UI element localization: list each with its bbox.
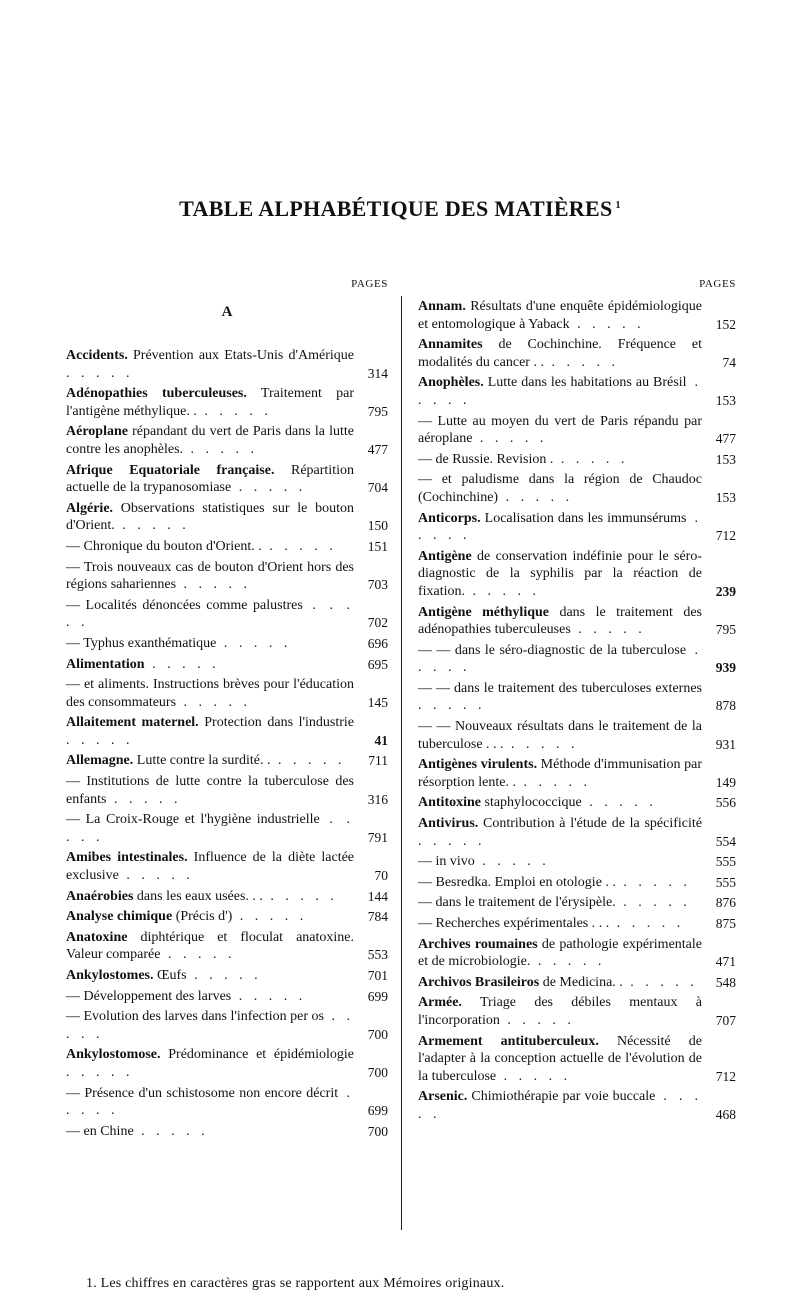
index-entry (418, 974, 736, 992)
entry-heading: Allaitement maternel. (66, 715, 199, 731)
index-entry (418, 794, 736, 812)
entry-page-number: 149 (715, 774, 736, 790)
leader-dots: . . . . . (66, 812, 354, 845)
leader-dots: . . . . . (418, 375, 703, 408)
entry-page-number: 153 (715, 489, 736, 505)
entry-text: — — dans le séro-diagnostic de la tuberculose (418, 642, 687, 658)
entry-text: — — Nouveaux résultats dans le traitement de la tuberculose . . . (418, 719, 702, 752)
entry-text: répandant du vert de Paris dans la lutte contre les anophèles. (66, 424, 354, 457)
index-entry (418, 994, 736, 1029)
leader-dots: . . . . . (144, 656, 220, 672)
entry-page-number: 468 (715, 1106, 736, 1122)
index-entry (66, 597, 388, 632)
entry-text: Prédominance et épidémiologie (160, 1047, 354, 1063)
pages-header-left: PAGES (351, 278, 388, 290)
index-entry (66, 1123, 388, 1141)
entry-page-number: 712 (715, 1068, 736, 1084)
entry-heading: Archives roumaines (418, 936, 538, 952)
index-entry (66, 676, 388, 711)
entry-text: — Développement des larves (66, 988, 232, 1004)
entry-text: — et aliments. Instructions brèves pour l'éducation des consommateurs (66, 677, 354, 710)
leader-dots: . . . . . (474, 854, 550, 870)
entry-text: Observations statistiques sur le bouton d'Orient. (66, 500, 354, 534)
entry-page-number: 711 (368, 753, 388, 769)
leader-dots: . . . . . (569, 316, 645, 332)
entry-text: (Précis d') (172, 909, 233, 925)
entry-heading: Anatoxine (66, 929, 128, 945)
leader-dots: . . . . . (66, 365, 134, 381)
entry-page-number: 153 (715, 392, 736, 408)
entry-page-number: 699 (367, 1103, 388, 1119)
entry-page-number: 555 (715, 874, 736, 890)
index-column-right (418, 278, 736, 1127)
entry-text: de conservation indéfinie pour le séro-diagnostic de la syphilis par la réaction de fixation. (418, 548, 702, 599)
entry-text: de Medicina. . (539, 974, 623, 990)
entry-heading: Antigène méthylique (418, 604, 550, 620)
index-entry (66, 462, 388, 497)
index-entry (418, 756, 736, 791)
leader-dots: . . . . . (183, 441, 259, 457)
entry-page-number: 878 (715, 698, 736, 714)
entry-heading: Ankylostomes. (66, 968, 154, 983)
entry-page-number: 695 (367, 656, 388, 672)
leader-dots: . . . . . (515, 774, 591, 790)
entry-list-right (418, 298, 736, 1124)
entry-heading: Antivirus. (418, 816, 479, 832)
leader-dots: . . . . . (543, 354, 619, 370)
leader-dots: . . . . . (66, 732, 134, 748)
index-entry (418, 374, 736, 409)
leader-dots: . . . . . (270, 753, 346, 769)
entry-page-number: 314 (367, 365, 388, 381)
entry-page-number: 707 (715, 1012, 736, 1028)
title-footnote-marker: 1 (615, 199, 621, 211)
leader-dots: . . . . . (553, 451, 629, 467)
entry-heading: Anophèles. (418, 375, 484, 391)
entry-heading: Aéroplane (66, 424, 128, 440)
index-entry (66, 500, 388, 535)
entry-text: Localisation dans les immunsérums (480, 510, 687, 526)
entry-text: Méthode d'immunisation par résorption lente. . (418, 757, 703, 790)
index-entry (66, 888, 388, 906)
entry-page-number: 548 (715, 974, 736, 990)
leader-dots: . . . . . (418, 510, 703, 544)
entry-page-number: 74 (722, 354, 736, 370)
leader-dots: . . . . . (261, 538, 337, 554)
index-entry (418, 874, 736, 892)
entry-heading: Ankylostomose. (66, 1047, 161, 1063)
entry-page-number: 700 (367, 1026, 388, 1042)
index-entry (418, 815, 736, 850)
entry-page-number: 696 (367, 635, 388, 651)
leader-dots: . . . . . (66, 1064, 134, 1080)
entry-page-number: 703 (367, 577, 388, 593)
entry-text: Contribution à l'étude de la spécificité (478, 816, 702, 832)
index-column-left (66, 278, 388, 1143)
leader-dots: . . . . . (570, 622, 646, 638)
column-divider (401, 296, 402, 1230)
index-entry (66, 1008, 388, 1043)
index-entry (66, 752, 388, 770)
entry-text: — Recherches expérimentales . . . (418, 916, 610, 931)
index-entry (66, 1046, 388, 1081)
entry-text: Répartition actuelle de la trypanosomiase (66, 462, 354, 496)
entry-heading: Alimentation (66, 656, 145, 672)
entry-heading: Algérie. (66, 500, 114, 516)
index-entry (418, 451, 736, 469)
entry-text: Prévention aux Etats-Unis d'Amérique (127, 348, 354, 363)
leader-dots: . . . . . (581, 795, 657, 811)
index-entry (418, 680, 736, 715)
entry-text: — et paludisme dans la région de Chaudoc (Cochinchine) (418, 472, 702, 505)
leader-dots: . . . . . (615, 895, 691, 911)
entry-heading: Anaérobies (66, 888, 134, 904)
leader-dots: . . . . . (472, 431, 548, 447)
leader-dots: . . . . . (106, 791, 182, 807)
entry-page-number: 239 (715, 583, 736, 599)
index-entry (418, 642, 736, 677)
entry-text: Lutte contre la surdité. . (133, 753, 271, 769)
entry-heading: Allemagne. (66, 753, 134, 769)
page-title (0, 196, 800, 222)
leader-dots: . . . . . (66, 597, 355, 631)
section-letter: A (221, 304, 233, 320)
index-entry (418, 336, 736, 371)
entry-page-number: 554 (715, 833, 736, 849)
entry-text: — en Chine (66, 1123, 134, 1139)
entry-heading: Armée. (418, 995, 462, 1011)
leader-dots: . . . . . (232, 909, 308, 925)
entry-page-number: 876 (715, 895, 736, 911)
index-entry (66, 773, 388, 808)
entry-text: Résultats d'une enquête épidémiologique et entomologique à Yaback (418, 299, 702, 332)
entry-heading: Accidents. (66, 348, 128, 363)
entry-page-number: 712 (715, 528, 736, 544)
entry-text: — Lutte au moyen du vert de Paris répandu par aéroplane (418, 413, 702, 447)
entry-heading: Amibes intestinales. (66, 850, 188, 866)
entry-page-number: 875 (715, 916, 736, 931)
index-entry (66, 988, 388, 1006)
entry-text: Lutte dans les habitations au Brésil (483, 375, 687, 391)
entry-page-number: 702 (367, 615, 388, 631)
leader-dots: . . . . . (160, 947, 236, 963)
entry-page-number: 784 (367, 909, 388, 925)
entry-text: diphtérique et floculat anatoxine. Valeur comparée (66, 929, 354, 963)
index-entry (66, 656, 388, 674)
entry-heading: Anticorps. (418, 510, 481, 526)
entry-page-number: 477 (367, 441, 388, 457)
entry-page-number: 795 (367, 403, 388, 419)
index-entry (418, 298, 736, 333)
entry-page-number: 477 (715, 431, 736, 447)
entry-page-number: 316 (367, 791, 388, 807)
footnote: 1. Les chiffres en caractères gras se rapportent aux Mémoires originaux. (86, 1276, 505, 1291)
entry-text: Influence de la diète lactée exclusive (66, 850, 355, 884)
entry-text: — Evolution des larves dans l'infection per os (66, 1009, 324, 1025)
leader-dots: . . . . . (118, 868, 194, 884)
entry-heading: Analyse chimique (66, 909, 173, 925)
index-entry (66, 538, 388, 556)
leader-dots: . . . . . (231, 480, 307, 496)
leader-dots: . . . . . (66, 1009, 355, 1042)
index-entry (66, 967, 388, 985)
index-entry (418, 853, 736, 871)
entry-page-number: 700 (367, 1123, 388, 1139)
entry-text: staphylococcique (481, 795, 582, 811)
index-entry (66, 811, 388, 846)
entry-heading: Arsenic. (418, 1089, 468, 1105)
entry-page-number: 150 (367, 518, 388, 534)
entry-page-number: 931 (715, 736, 736, 752)
entry-page-number: 41 (374, 732, 388, 748)
leader-dots: . . . . . (615, 874, 691, 890)
entry-page-number: 152 (715, 316, 736, 332)
entry-text: — in vivo (418, 854, 475, 870)
leader-dots: . . . . . (609, 916, 685, 931)
index-entry (66, 714, 388, 749)
leader-dots: . . . . . (530, 954, 606, 970)
entry-page-number: 939 (715, 660, 736, 676)
entry-page-number: 795 (715, 622, 736, 638)
entry-page-number: 700 (367, 1064, 388, 1080)
entry-text: — Typhus exanthématique (66, 635, 217, 651)
entry-page-number: 553 (367, 947, 388, 963)
leader-dots: . . . . . (231, 988, 307, 1004)
entry-page-number: 471 (715, 954, 736, 970)
entry-text: — — dans le traitement des tuberculoses externes (418, 680, 702, 696)
entry-heading: Archivos Brasileiros (418, 974, 540, 990)
entry-text: — Trois nouveaux cas de bouton d'Orient hors des régions sahariennes (66, 559, 354, 593)
entry-heading: Afrique Equatoriale française. (66, 462, 275, 478)
leader-dots: . . . . . (418, 833, 486, 849)
leader-dots: . . . . . (196, 403, 272, 419)
leader-dots: . . . . . (622, 974, 698, 990)
leader-dots: . . . . . (496, 1068, 572, 1084)
entry-list-left (66, 347, 388, 1140)
entry-text: dans les eaux usées. . . (133, 888, 263, 904)
entry-text: Chimiothérapie par voie buccale (467, 1089, 656, 1105)
index-entry (418, 1033, 736, 1086)
entry-text: — de Russie. Revision . (418, 451, 554, 467)
leader-dots: . . . . . (465, 583, 541, 599)
entry-page-number: 791 (367, 829, 388, 845)
entry-text: Nécessité de l'adapter à la conception actuelle de l'évolution de la tuberculose (418, 1033, 702, 1084)
index-entry (418, 413, 736, 448)
entry-text: — Institutions de lutte contre la tuberculose des enfants (66, 774, 354, 807)
index-entry (66, 908, 388, 926)
entry-text: — Localités dénoncées comme palustres (66, 597, 303, 613)
entry-page-number: 701 (367, 968, 388, 983)
index-entry (66, 347, 388, 382)
entry-page-number: 153 (715, 451, 736, 467)
entry-page-number: 699 (367, 988, 388, 1004)
entry-text: — Besredka. Emploi en otologie . . (418, 874, 616, 890)
entry-text: Traitement par l'antigène méthylique. . (66, 386, 355, 419)
index-entry (418, 604, 736, 639)
index-entry (66, 635, 388, 653)
index-entry (418, 1088, 736, 1123)
index-entry (66, 1085, 388, 1120)
leader-dots: . . . . . (66, 1085, 355, 1119)
entry-page-number: 704 (367, 480, 388, 496)
entry-heading: Antigène (418, 548, 472, 564)
entry-heading: Adénopathies tuberculeuses. (66, 386, 247, 402)
index-entry (418, 471, 736, 506)
entry-heading: Antigènes virulents. (418, 757, 538, 773)
leader-dots: . . . . . (176, 577, 252, 593)
entry-text: — dans le traitement de l'érysipèle. (418, 895, 616, 911)
entry-page-number: 144 (367, 888, 388, 904)
leader-dots: . . . . . (418, 642, 702, 676)
leader-dots: . . . . . (186, 968, 262, 983)
entry-page-number: 145 (367, 694, 388, 710)
index-entry (418, 718, 736, 753)
index-entry (418, 510, 736, 545)
index-entry (418, 936, 736, 971)
leader-dots: . . . . . (216, 635, 292, 651)
title-text: TABLE ALPHABÉTIQUE DES MATIÈRES (179, 196, 613, 221)
index-entry (418, 915, 736, 933)
entry-text: Protection dans l'industrie (198, 715, 354, 731)
leader-dots: . . . . . (262, 888, 338, 904)
entry-page-number: 151 (367, 538, 388, 554)
entry-text: Triage des débiles mentaux à l'incorporation (418, 995, 702, 1028)
index-entry (66, 559, 388, 594)
entry-text: — Présence d'un schistosome non encore décrit (66, 1085, 339, 1101)
index-entry (418, 894, 736, 912)
entry-page-number: 556 (715, 795, 736, 811)
entry-text: — Chronique du bouton d'Orient. . (66, 538, 262, 554)
entry-text: — La Croix-Rouge et l'hygiène industrielle (66, 812, 320, 828)
entry-heading: Antitoxine (418, 795, 481, 811)
index-entry (66, 849, 388, 884)
leader-dots: . . . . . (499, 1012, 575, 1028)
entry-heading: Annamites (418, 337, 483, 353)
entry-text: Œufs (153, 968, 187, 983)
index-entry (66, 423, 388, 458)
leader-dots: . . . . . (418, 698, 486, 714)
leader-dots: . . . . . (114, 518, 190, 534)
index-entry (66, 929, 388, 964)
entry-heading: Armement antituberculeux. (418, 1033, 599, 1049)
entry-text: dans le traitement des adénopathies tuberculeuses (418, 604, 702, 638)
entry-text: de pathologie expérimentale et de microbiologie. (418, 936, 702, 970)
leader-dots: . . . . . (498, 489, 574, 505)
entry-page-number: 70 (374, 868, 388, 884)
pages-header-right: PAGES (699, 278, 736, 290)
index-entry (66, 385, 388, 420)
entry-heading: Annam. (418, 299, 466, 314)
index-entry (418, 548, 736, 601)
leader-dots: . . . . . (176, 694, 252, 710)
leader-dots: . . . . . (133, 1123, 209, 1139)
entry-page-number: 555 (715, 854, 736, 870)
entry-text: de Cochinchine. Fréquence et modalités du cancer . . (418, 337, 702, 370)
leader-dots: . . . . . (418, 1089, 702, 1122)
leader-dots: . . . . . (503, 736, 579, 752)
